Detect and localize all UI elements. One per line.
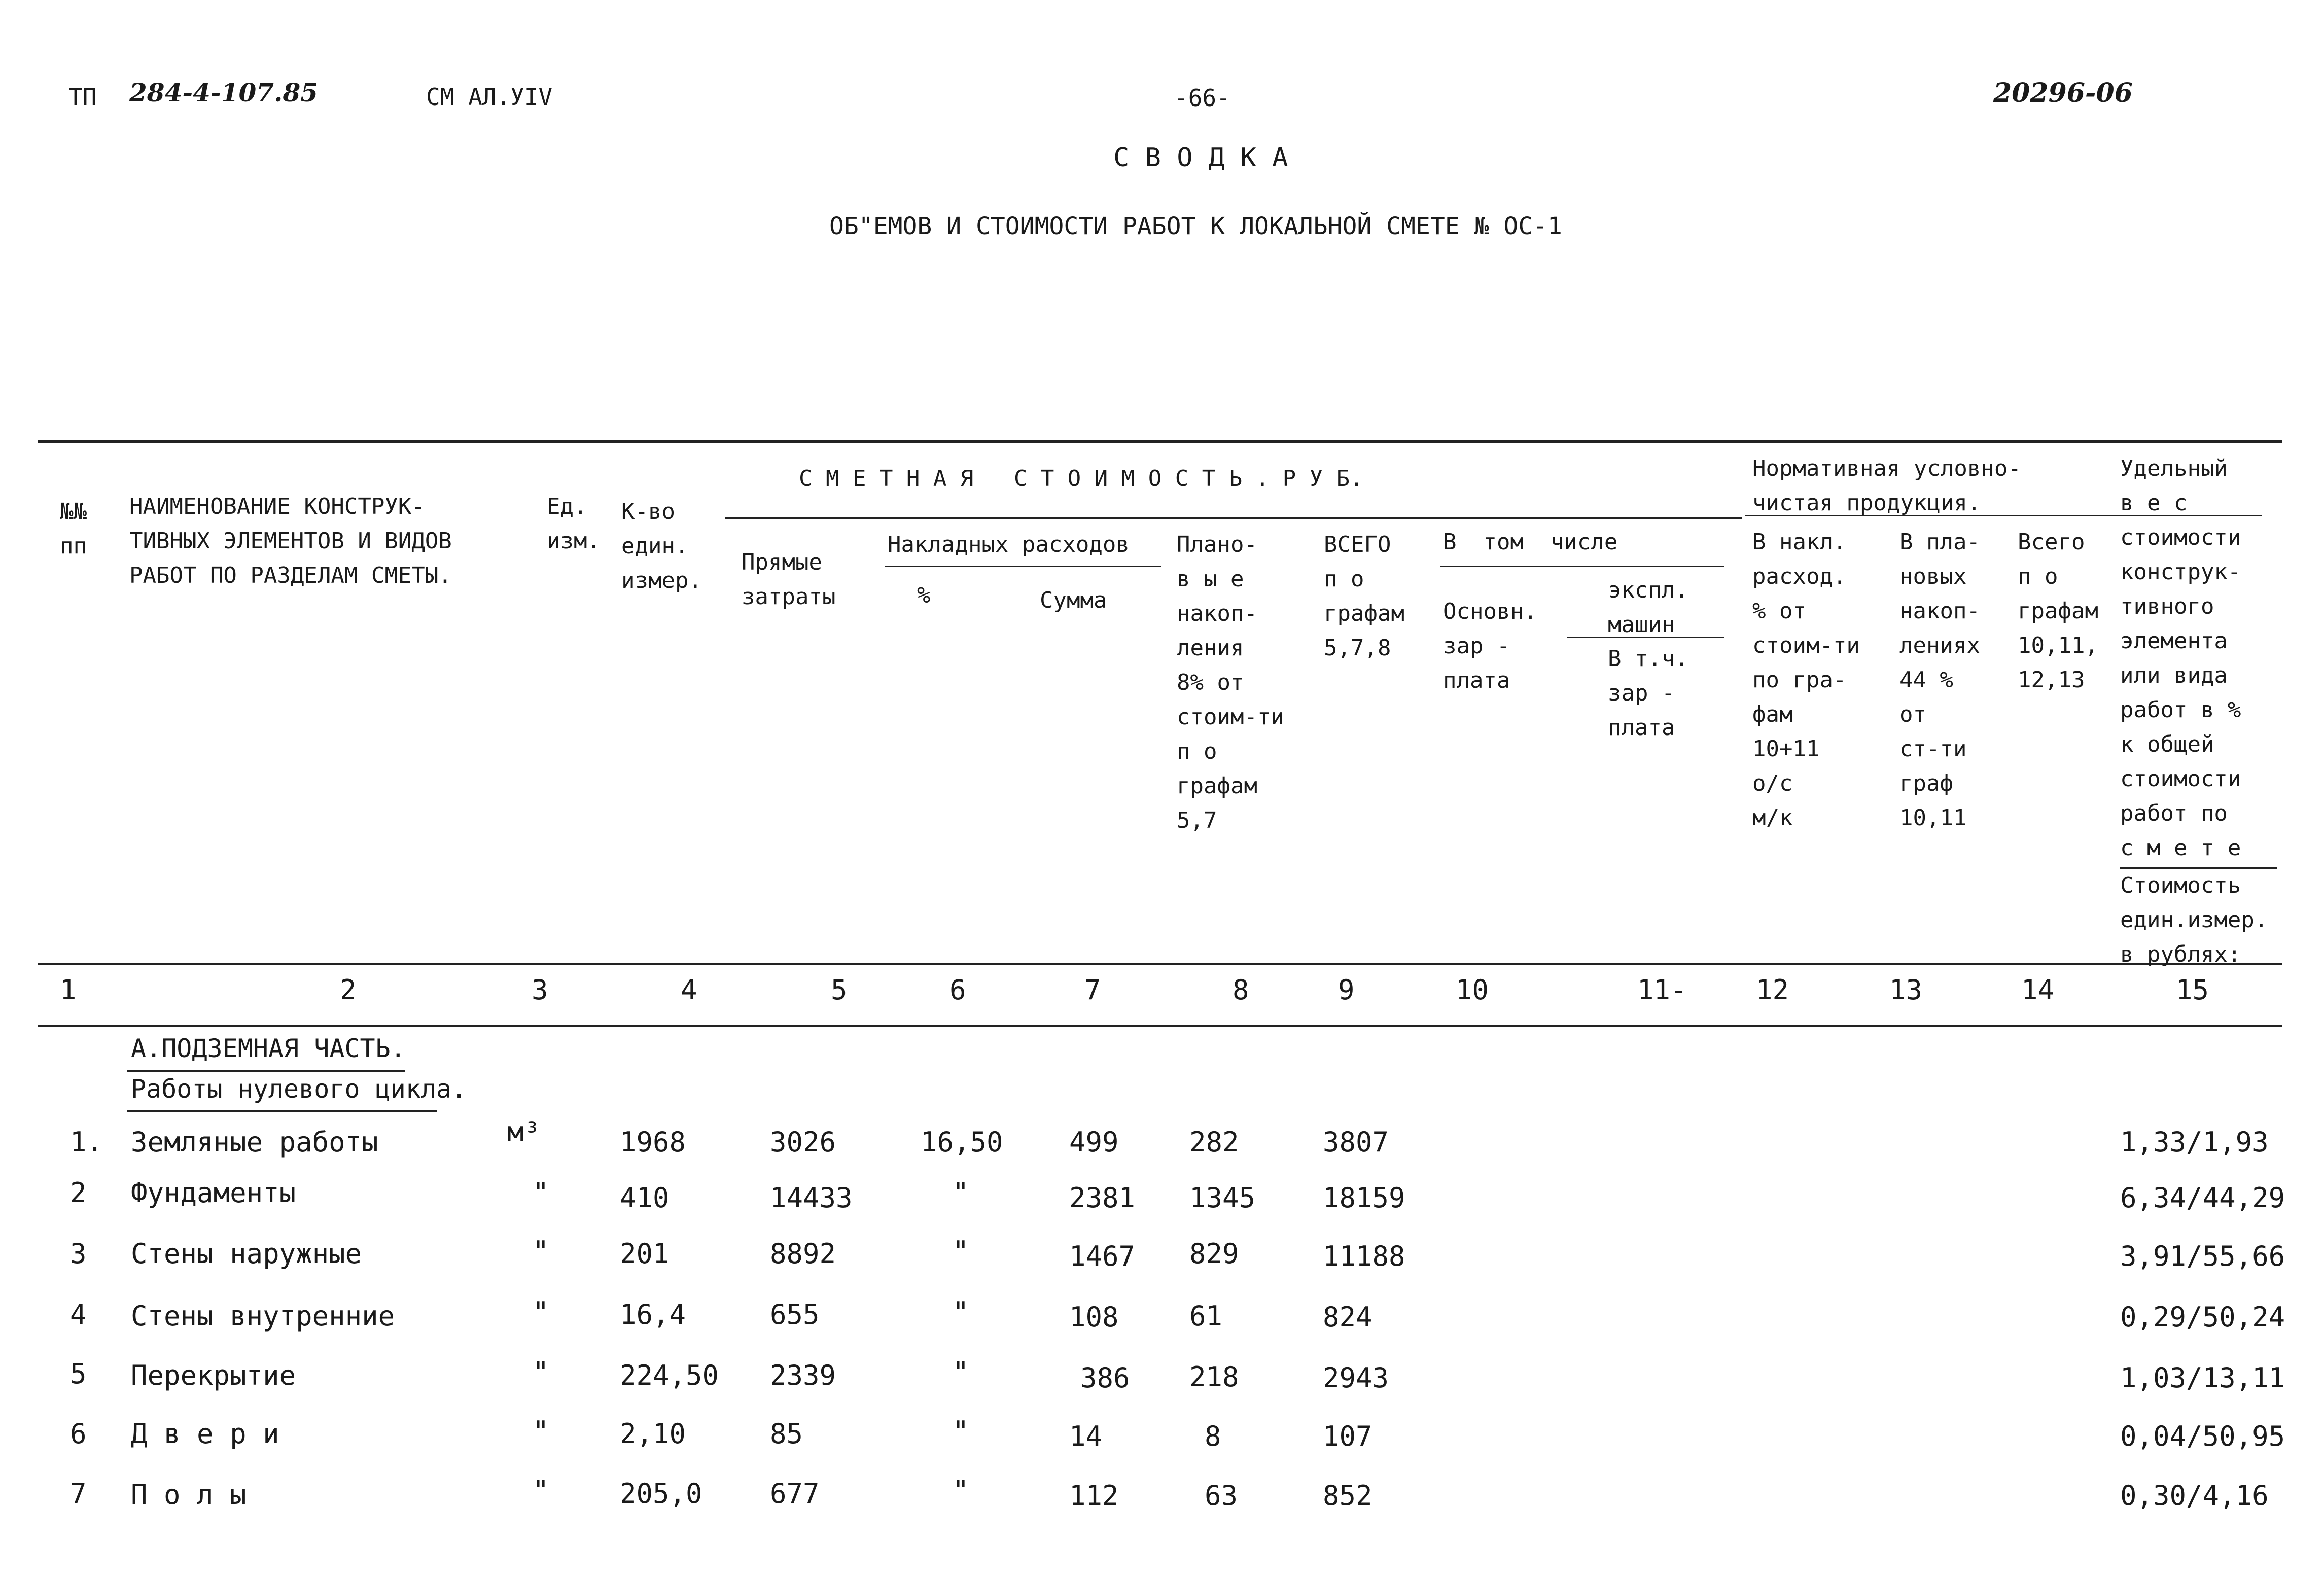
row-qty: 1968 <box>620 1126 686 1158</box>
row-unit: " <box>533 1356 549 1388</box>
row-direct: 85 <box>770 1418 803 1450</box>
col-number: 15 <box>2176 974 2209 1006</box>
col-header-7: Сумма <box>1040 587 1107 613</box>
header-bottom-rule <box>38 963 2282 965</box>
row-direct: 8892 <box>770 1238 836 1270</box>
row-direct: 3026 <box>770 1126 836 1158</box>
col-header-13: В пла- новых накоп- лениях 44 % от ст-ти граф 10,11 <box>1899 529 1980 831</box>
norm-group-header: Нормативная условно- чистая продукция. <box>1752 456 2021 516</box>
row-accum: 63 <box>1205 1480 1238 1512</box>
row-pct: " <box>953 1415 969 1447</box>
row-name: Стены наружные <box>131 1238 362 1270</box>
row-weight: 1,33/1,93 <box>2120 1126 2269 1158</box>
row-accum: 218 <box>1189 1361 1239 1393</box>
col-header-11a: экспл. машин <box>1608 577 1688 638</box>
row-number: 6 <box>70 1418 87 1450</box>
row-number: 1. <box>70 1126 103 1158</box>
col-header-10: Основн. зар - плата <box>1443 599 1537 693</box>
col-header-1: №№ пп <box>60 499 87 559</box>
row-weight: 3,91/55,66 <box>2120 1240 2285 1272</box>
row-sum: 499 <box>1069 1126 1119 1158</box>
section-subtitle: Работы нулевого цикла. <box>131 1074 467 1104</box>
col-header-12: В накл. расход. % от стоим-ти по гра- фам 10+11 о/с м/к <box>1752 529 1860 831</box>
row-weight: 0,04/50,95 <box>2120 1420 2285 1452</box>
row-number: 3 <box>70 1238 87 1270</box>
row-accum: 282 <box>1189 1126 1239 1158</box>
row-name: П о л ы <box>131 1479 247 1511</box>
row-weight: 0,30/4,16 <box>2120 1480 2269 1512</box>
col-header-9: ВСЕГО п о графам 5,7,8 <box>1324 532 1404 661</box>
row-direct: 655 <box>770 1299 820 1330</box>
col-header-15b: Стоимость един.измер. в рублях: <box>2120 872 2268 967</box>
row-unit: " <box>533 1296 549 1328</box>
col-number: 7 <box>1084 974 1101 1006</box>
row-direct: 677 <box>770 1478 820 1510</box>
row-accum: 61 <box>1189 1300 1223 1332</box>
row-pct: 16,50 <box>921 1126 1003 1158</box>
page-subtitle: ОБ"ЕМОВ И СТОИМОСТИ РАБОТ К ЛОКАЛЬНОЙ СМЕТЕ № ОС-1 <box>829 212 1562 240</box>
row-total: 18159 <box>1323 1182 1405 1214</box>
row-total: 107 <box>1323 1420 1372 1452</box>
col-number: 4 <box>681 974 697 1006</box>
row-accum: 829 <box>1189 1238 1239 1270</box>
row-weight: 0,29/50,24 <box>2120 1301 2285 1333</box>
col-header-8: Плано- в ы е накоп- ления 8% от стоим-ти п о графам 5,7 <box>1177 532 1284 833</box>
row-unit: " <box>533 1475 549 1507</box>
section-title: А.ПОДЗЕМНАЯ ЧАСТЬ. <box>131 1034 406 1063</box>
row-number: 2 <box>70 1177 87 1209</box>
row-name: Земляные работы <box>131 1126 378 1158</box>
row-name: Стены внутренние <box>131 1300 395 1332</box>
col-number: 6 <box>949 974 966 1006</box>
row-name: Перекрытие <box>131 1359 296 1391</box>
row-unit: " <box>533 1235 549 1267</box>
row-qty: 201 <box>620 1238 670 1270</box>
col-number: 10 <box>1456 974 1489 1006</box>
incl-group-rule <box>1440 566 1724 567</box>
cost-group-header: С М Е Т Н А Я С Т О И М О С Т Ь . Р У Б. <box>799 466 1363 492</box>
col-number: 3 <box>532 974 548 1006</box>
col-number: 14 <box>2021 974 2055 1006</box>
row-pct: " <box>953 1356 969 1388</box>
row-unit: м³ <box>507 1116 541 1148</box>
row-name: Д в е р и <box>131 1418 279 1450</box>
col-number: 12 <box>1756 974 1789 1006</box>
incl-group-header: В том числе <box>1443 529 1618 555</box>
col-number: 1 <box>60 974 77 1006</box>
col-header-11b: В т.ч. зар - плата <box>1608 646 1688 741</box>
row-direct: 2339 <box>770 1359 836 1391</box>
doc-number: 284-4-107.85 <box>129 78 319 108</box>
row-total: 11188 <box>1323 1240 1405 1272</box>
col-number: 11- <box>1637 974 1687 1006</box>
overhead-group-rule <box>885 566 1161 567</box>
row-number: 4 <box>70 1299 87 1330</box>
row-total: 824 <box>1323 1301 1372 1333</box>
col-header-5: Прямые затраты <box>742 549 836 610</box>
col-number: 9 <box>1338 974 1355 1006</box>
section-subtitle-underline <box>127 1110 437 1112</box>
section-title-underline <box>127 1070 405 1072</box>
row-direct: 14433 <box>770 1182 853 1214</box>
row-accum: 1345 <box>1189 1182 1256 1214</box>
row-qty: 16,4 <box>620 1299 686 1330</box>
row-sum: 386 <box>1080 1362 1130 1394</box>
row-accum: 8 <box>1205 1420 1221 1452</box>
row-unit: " <box>533 1415 549 1447</box>
overhead-group-header: Накладных расходов <box>888 532 1130 557</box>
row-qty: 2,10 <box>620 1418 686 1450</box>
col-numbers-rule <box>38 1025 2282 1027</box>
doc-code: ТП <box>68 83 97 111</box>
col-header-14: Всего п о графам 10,11, 12,13 <box>2018 529 2098 693</box>
col-number: 2 <box>340 974 357 1006</box>
col-number: 5 <box>831 974 848 1006</box>
row-unit: " <box>533 1177 549 1209</box>
row-qty: 205,0 <box>620 1478 702 1510</box>
row-qty: 224,50 <box>620 1359 719 1391</box>
row-sum: 2381 <box>1069 1182 1136 1214</box>
col-header-3: Ед. изм. <box>547 494 601 554</box>
col-header-6: % <box>917 582 931 608</box>
col-header-2: НАИМЕНОВАНИЕ КОНСТРУК- ТИВНЫХ ЭЛЕМЕНТОВ И ВИДОВ РАБОТ ПО РАЗДЕЛАМ СМЕТЫ. <box>129 494 452 588</box>
row-weight: 1,03/13,11 <box>2120 1362 2285 1394</box>
row-name: Фундаменты <box>131 1177 296 1209</box>
cost-group-rule <box>725 517 1742 519</box>
row-weight: 6,34/44,29 <box>2120 1182 2285 1214</box>
row-sum: 1467 <box>1069 1240 1136 1272</box>
col-number: 13 <box>1889 974 1923 1006</box>
row-sum: 112 <box>1069 1480 1119 1512</box>
row-pct: " <box>953 1235 969 1267</box>
row-pct: " <box>953 1475 969 1507</box>
row-qty: 410 <box>620 1182 670 1214</box>
inventory-number: 20296-06 <box>1993 78 2133 109</box>
row-number: 7 <box>70 1478 87 1510</box>
row-sum: 108 <box>1069 1301 1119 1333</box>
row-number: 5 <box>70 1358 87 1390</box>
page-number: -66- <box>1174 84 1230 112</box>
album-code: СМ АЛ.УIV <box>426 83 553 111</box>
row-sum: 14 <box>1069 1420 1103 1452</box>
col-number: 8 <box>1233 974 1249 1006</box>
table-top-rule <box>38 440 2282 443</box>
page-title: С В О Д К А <box>1113 143 1288 173</box>
row-total: 2943 <box>1323 1362 1389 1394</box>
row-pct: " <box>953 1296 969 1328</box>
row-total: 3807 <box>1323 1126 1389 1158</box>
col-header-15: Удельный в е с стоимости конструк- тивного элемента или вида работ в % к общей стоимости работ по с м е т е <box>2120 456 2241 861</box>
col-header-4: К-во един. измер. <box>621 499 702 593</box>
row-total: 852 <box>1323 1480 1372 1512</box>
row-pct: " <box>953 1177 969 1209</box>
